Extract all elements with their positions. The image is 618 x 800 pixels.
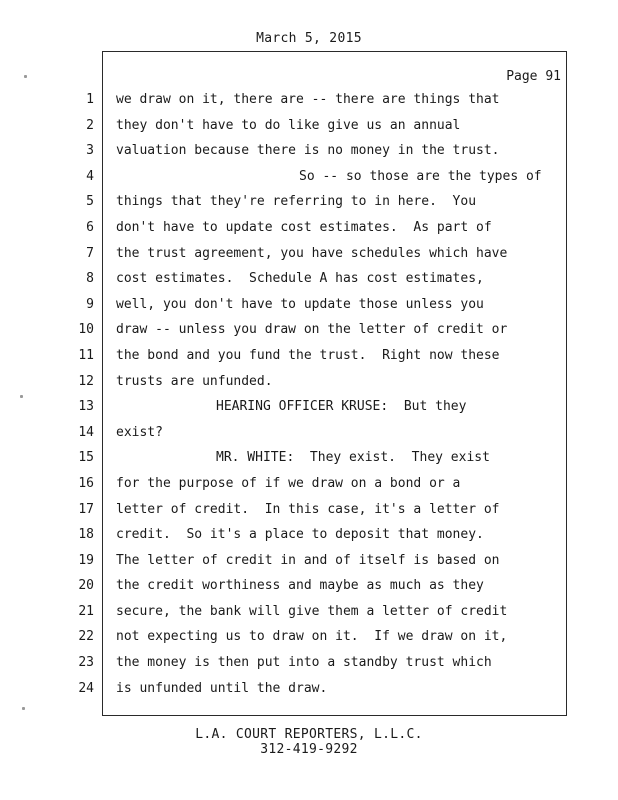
footer (0, 727, 618, 757)
transcript-line (0, 87, 618, 113)
transcript-line (0, 189, 618, 215)
line-text: valuation because there is no money in the trust. (116, 143, 500, 159)
line-text: not expecting us to draw on it. If we draw on it, (116, 629, 508, 645)
page-label: Page 91 (506, 69, 561, 84)
line-text: letter of credit. In this case, it's a letter of (116, 501, 500, 517)
transcript-line (0, 215, 618, 241)
transcript-line (0, 138, 618, 164)
line-number: 11 (78, 347, 94, 363)
line-number: 18 (78, 527, 94, 543)
line-number: 21 (78, 603, 94, 619)
line-number: 20 (78, 578, 94, 594)
transcript-line (0, 650, 618, 676)
transcript-line (0, 420, 618, 446)
transcript-line (0, 573, 618, 599)
line-text: exist? (116, 424, 163, 440)
line-number: 24 (78, 680, 94, 696)
line-number: 9 (86, 296, 94, 312)
transcript-line (0, 445, 618, 471)
line-text: the trust agreement, you have schedules which have (116, 245, 508, 261)
line-text: the credit worthiness and maybe as much as they (116, 578, 484, 594)
line-text: things that they're referring to in here. You (116, 194, 477, 210)
transcript-line (0, 241, 618, 267)
line-number: 14 (78, 424, 94, 440)
line-number: 3 (86, 143, 94, 159)
line-text: MR. WHITE: They exist. They exist (216, 450, 490, 466)
line-number: 23 (78, 655, 94, 671)
line-number: 13 (78, 399, 94, 415)
line-number: 2 (86, 117, 94, 133)
line-text: HEARING OFFICER KRUSE: But they (216, 399, 467, 415)
line-number: 22 (78, 629, 94, 645)
line-text: secure, the bank will give them a letter of credit (116, 603, 508, 619)
line-number: 7 (86, 245, 94, 261)
line-text: well, you don't have to update those unless you (116, 296, 484, 312)
line-number: 8 (86, 271, 94, 287)
footer-phone: 312-419-9292 (260, 742, 358, 757)
line-text: don't have to update cost estimates. As part of (116, 219, 492, 235)
transcript-line (0, 522, 618, 548)
line-number: 19 (78, 552, 94, 568)
line-number: 6 (86, 219, 94, 235)
transcript-line (0, 676, 618, 702)
line-number: 5 (86, 194, 94, 210)
line-number: 16 (78, 475, 94, 491)
scan-speck (24, 75, 27, 78)
transcript-line (0, 317, 618, 343)
line-text: So -- so those are the types of (299, 168, 542, 184)
line-text: for the purpose of if we draw on a bond or a (116, 475, 461, 491)
transcript-line (0, 113, 618, 139)
line-number: 17 (78, 501, 94, 517)
line-text: we draw on it, there are -- there are things that (116, 92, 500, 107)
line-text: The letter of credit in and of itself is based on (116, 552, 500, 568)
line-number: 1 (86, 92, 94, 107)
line-text: they don't have to do like give us an annual (116, 117, 461, 133)
scan-speck (22, 707, 25, 710)
transcript-line (0, 599, 618, 625)
line-number: 12 (78, 373, 94, 389)
transcript-line (0, 369, 618, 395)
line-text: cost estimates. Schedule A has cost estimates, (116, 271, 484, 287)
line-text: trusts are unfunded. (116, 373, 273, 389)
transcript-line (0, 343, 618, 369)
transcript-line (0, 624, 618, 650)
line-number: 10 (78, 322, 94, 338)
line-text: is unfunded until the draw. (116, 680, 328, 696)
line-text: the money is then put into a standby trust which (116, 655, 492, 671)
line-number: 15 (78, 450, 94, 466)
transcript-line (0, 548, 618, 574)
transcript-line (0, 266, 618, 292)
transcript-line (0, 497, 618, 523)
transcript-lines (0, 87, 618, 701)
scan-speck (20, 395, 23, 398)
line-text: credit. So it's a place to deposit that money. (116, 527, 484, 543)
transcript-line (0, 394, 618, 420)
line-text: the bond and you fund the trust. Right now these (116, 347, 500, 363)
header-date: March 5, 2015 (256, 31, 362, 46)
footer-company: L.A. COURT REPORTERS, L.L.C. (195, 727, 423, 742)
transcript-line (0, 292, 618, 318)
line-text: draw -- unless you draw on the letter of credit or (116, 322, 508, 338)
transcript-line (0, 471, 618, 497)
transcript-line (0, 164, 618, 190)
line-number: 4 (86, 168, 94, 184)
